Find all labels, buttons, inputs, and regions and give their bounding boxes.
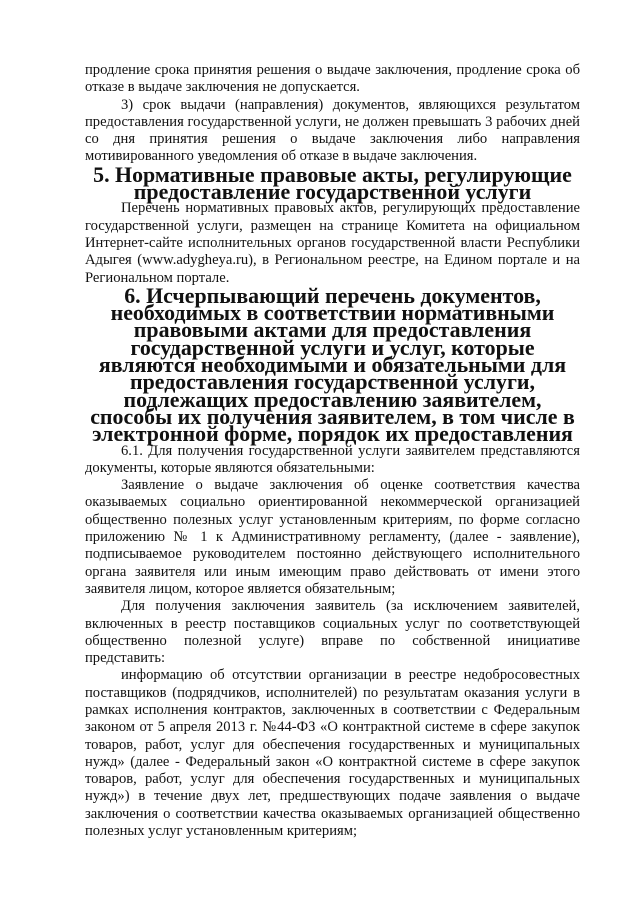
clause-6-1: 6.1. Для получения государственной услуги заявителем представляются документы, которые являются обязательными: xyxy=(85,442,580,476)
section-6-heading: 6. Исчерпывающий перечень документов, необходимых в соответствии нормативными правовыми актами для предоставления государственной услуги и услуг, которые являются необходимыми и обязательными для предоставления государственной услуги, подлежащих предоставлению заявителем, способы их получения заявителем, в том числе в электронной форме, порядок их предоставления xyxy=(90,282,575,447)
registry-information-paragraph: информацию об отсутствии организации в реестре недобросовестных поставщиков (подрядчиков, исполнителей) по результатам оказания услуги в рамках исполнения контрактов, заключенных в соответствии с Федеральным законом от 5 апреля 2013 г. №44-ФЗ «О контрактной системе в сфере закупок товаров, работ, услуг для обеспечения государственных и муниципальных нужд» (далее - Федеральный закон «О контрактной системе в сфере закупок товаров, работ, услуг для обеспечения государственных и муниципальных нужд») в течение двух лет, предшествующих подаче заявления о выдаче заключения о соответствии качества оказываемых организацией общественно полезных услуг установленным критериям; xyxy=(85,667,580,840)
section-5-heading: 5. Нормативные правовые акты, регулирующие предоставление государственной услуги xyxy=(93,161,572,205)
optional-documents-intro: Для получения заключения заявитель (за исключением заявителей, включенных в реестр поставщиков социальных услуг по соответствующей общественно полезной услуге) вправе по собственной инициативе представить: xyxy=(85,598,580,667)
section-5-body: Перечень нормативных правовых актов, регулирующих предоставление государственной услуги, размещен на странице Комитета на официальном Интернет-сайте исполнительных органов государственной власти Республики Адыгея (www.adygheya.ru), в Региональном реестре, на Едином портале и на Региональном портале. xyxy=(85,200,580,286)
item-3-paragraph: 3) срок выдачи (направления) документов, являющихся результатом предоставления государственной услуги, не должен превышать 3 рабочих дней со дня принятия решения о выдаче заключения либо направления мотивированного уведомления об отказе в выдаче заключения. xyxy=(85,96,580,165)
application-paragraph: Заявление о выдаче заключения об оценке соответствия качества оказываемых социально ориентированной некоммерческой организацией общественно полезных услуг установленным критериям, по форме согласно приложению № 1 к Административному регламенту, (далее - заявление), подписываемое руководителем постоянно действующего исполнительного органа заявителя или иным имеющим право действовать от имени этого заявителя лицом, которое является обязательным; xyxy=(85,477,580,597)
continuation-paragraph: продление срока принятия решения о выдаче заключения, продление срока об отказе в выдаче заключения не допускается. xyxy=(85,62,580,96)
